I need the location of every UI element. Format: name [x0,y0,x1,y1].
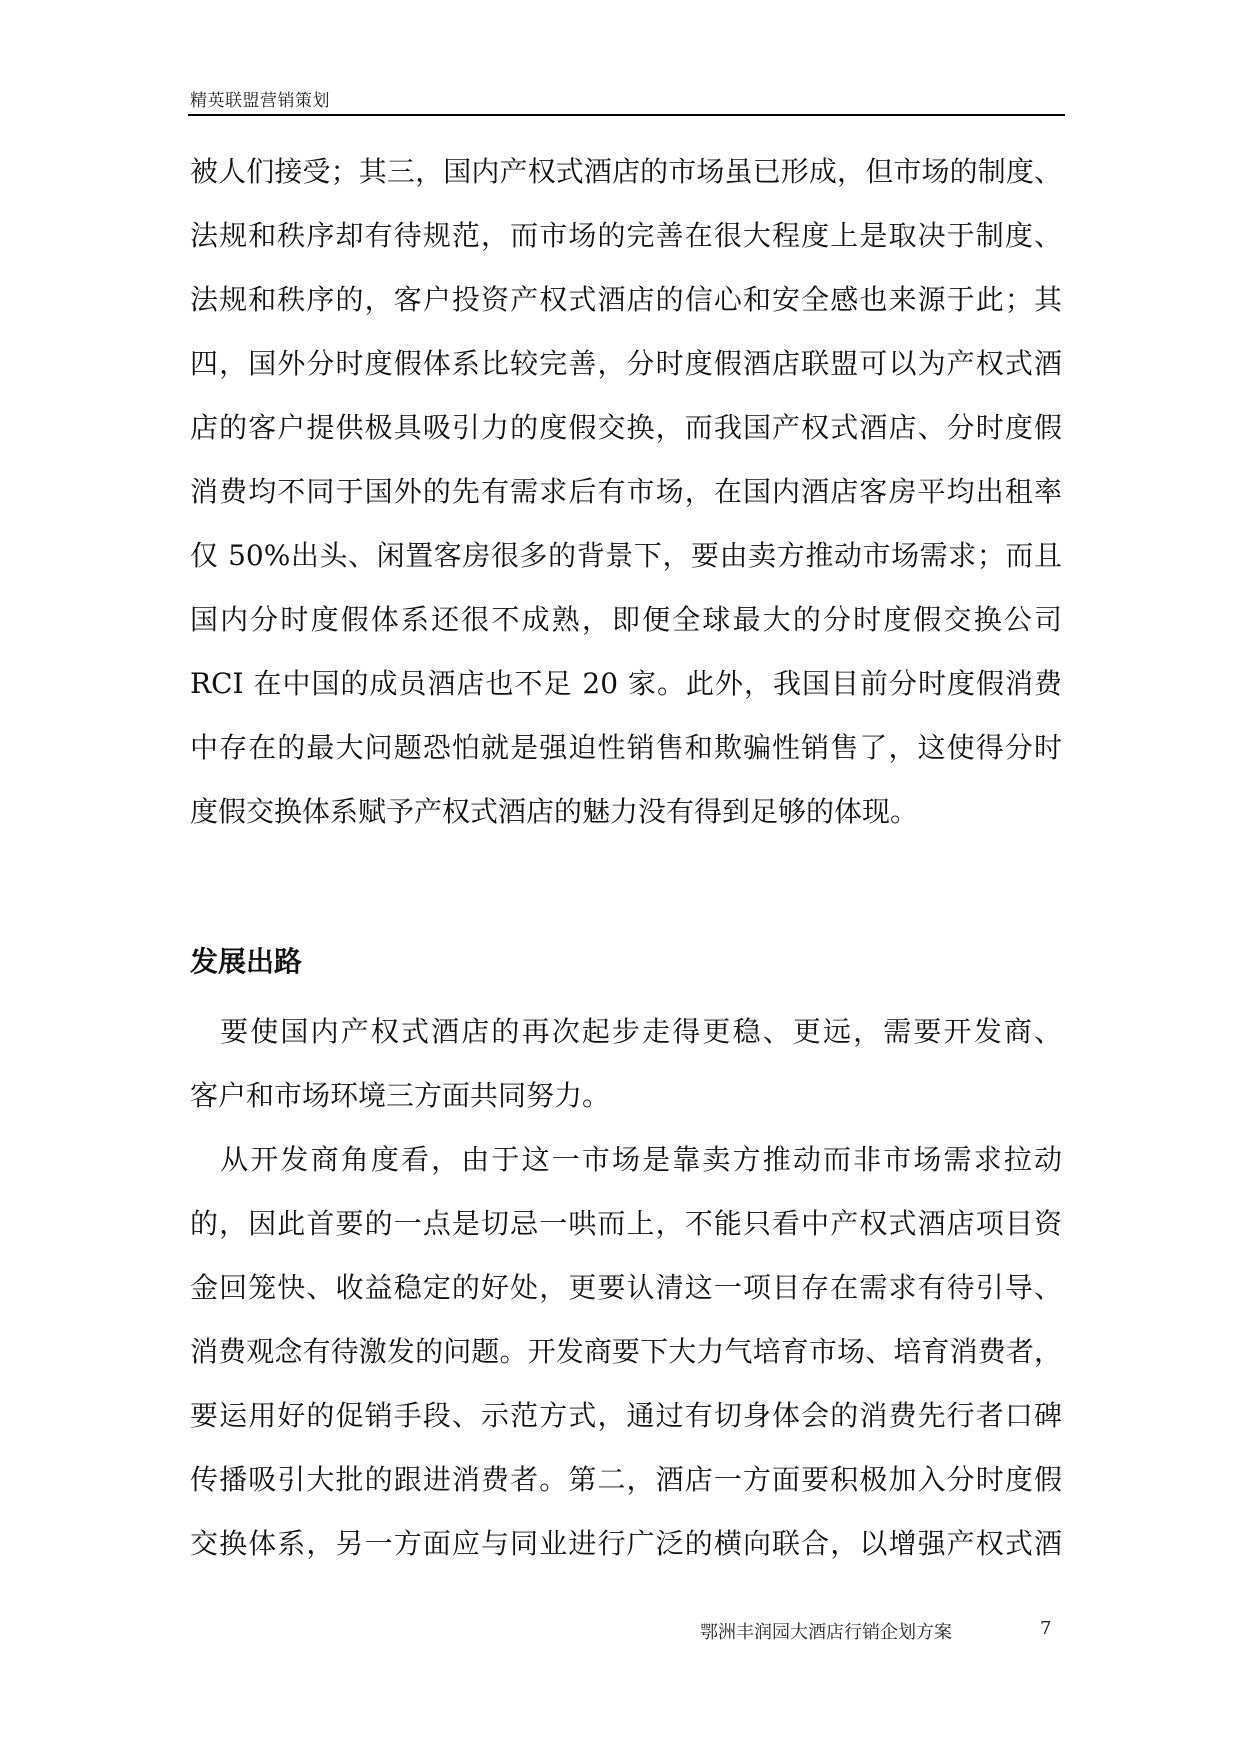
text-line: 店的客户提供极具吸引力的度假交换，而我国产权式酒店、分时度假 [190,411,1062,444]
paragraph-1 [190,140,1062,844]
paragraph-2 [190,1000,1062,1128]
text-line: 法规和秩序的，客户投资产权式酒店的信心和安全感也来源于此；其 [190,283,1062,316]
text-line: 被人们接受；其三，国内产权式酒店的市场虽已形成，但市场的制度、 [190,155,1062,188]
text-line: 中存在的最大问题恐怕就是强迫性销售和欺骗性销售了，这使得分时 [190,731,1062,764]
text-line: 消费均不同于国外的先有需求后有市场，在国内酒店客房平均出租率 [190,475,1062,508]
header-title: 精英联盟营销策划 [190,91,330,111]
text-line: RCI 在中国的成员酒店也不足 20 家。此外，我国目前分时度假消费 [190,667,1062,700]
text-line: 仅 50%出头、闲置客房很多的背景下，要由卖方推动市场需求；而且 [190,539,1062,572]
text-line: 的，因此首要的一点是切忌一哄而上，不能只看中产权式酒店项目资 [190,1207,1062,1240]
text-line: 从开发商角度看，由于这一市场是靠卖方推动而非市场需求拉动 [190,1143,1062,1176]
text-line: 度假交换体系赋予产权式酒店的魅力没有得到足够的体现。 [190,795,919,828]
text-line: 要使国内产权式酒店的再次起步走得更稳、更远，需要开发商、 [190,1015,1062,1048]
text-line: 消费观念有待激发的问题。开发商要下大力气培育市场、培育消费者， [190,1335,1062,1368]
text-line: 要运用好的促销手段、示范方式，通过有切身体会的消费先行者口碑 [190,1399,1062,1432]
paragraph-3 [190,1128,1062,1576]
footer-title: 鄂洲丰润园大酒店行销企划方案 [700,1622,952,1643]
text-line: 四，国外分时度假体系比较完善，分时度假酒店联盟可以为产权式酒 [190,347,1062,380]
text-line: 客户和市场环境三方面共同努力。 [190,1079,611,1112]
text-line: 交换体系，另一方面应与同业进行广泛的横向联合，以增强产权式酒 [190,1527,1062,1560]
page-number: 7 [1040,1618,1052,1639]
text-line: 传播吸引大批的跟进消费者。第二，酒店一方面要积极加入分时度假 [190,1463,1062,1496]
header-divider [188,114,1065,116]
text-line: 金回笼快、收益稳定的好处，更要认清这一项目存在需求有待引导、 [190,1271,1062,1304]
section-heading: 发展出路 [190,945,303,978]
text-line: 法规和秩序却有待规范，而市场的完善在很大程度上是取决于制度、 [190,219,1062,252]
text-line: 国内分时度假体系还很不成熟，即便全球最大的分时度假交换公司 [190,603,1062,636]
